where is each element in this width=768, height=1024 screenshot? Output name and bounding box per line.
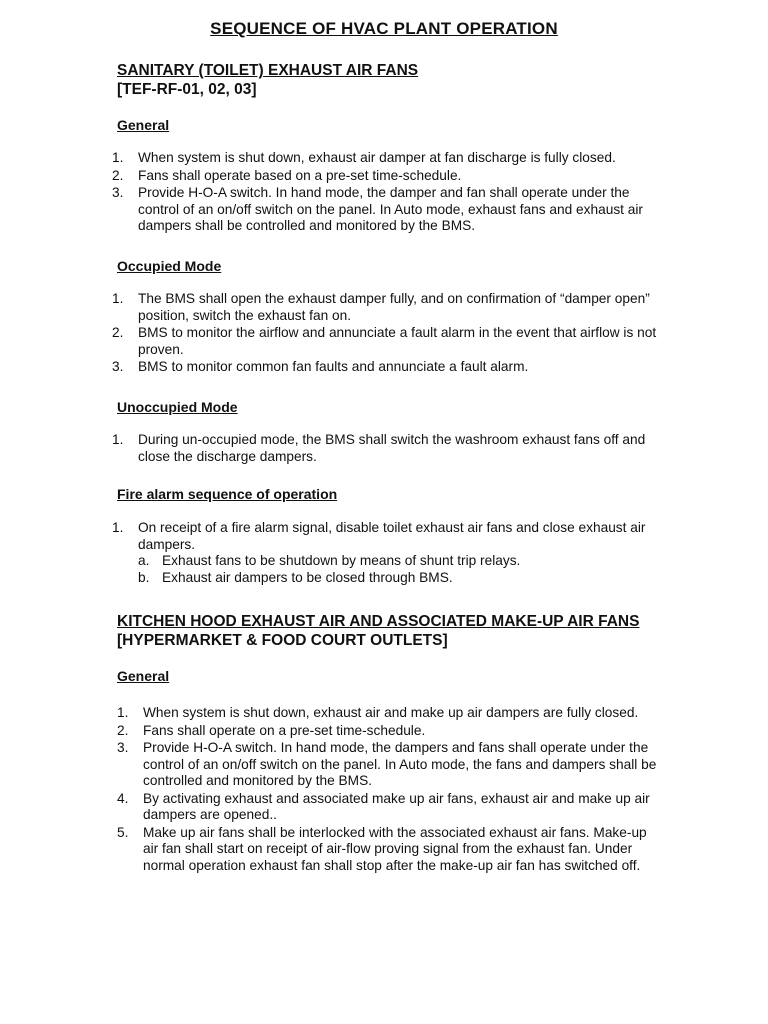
list-general-kitchen: [117, 705, 665, 875]
list-occupied-mode: [112, 291, 672, 377]
list-item: 1. On receipt of a fire alarm signal, disable toilet exhaust air fans and close exhaust air dampers. a. Exhaust fans to be shutdown by means of shunt trip relays. b. Exhaust air dampers to be closed through BMS.: [112, 520, 672, 586]
section-title-toilet-exhaust: [117, 61, 418, 99]
section-title-line2: [TEF-RF-01, 02, 03]: [117, 81, 257, 98]
list-item: 1. When system is shut down, exhaust air and make up air dampers are fully closed.: [117, 705, 639, 720]
subheading-fire-alarm: Fire alarm sequence of operation: [117, 486, 338, 502]
subheading-general: General: [117, 668, 170, 684]
list-item: 5. Make up air fans shall be interlocked with the associated exhaust air fans. Make-up air fan shall start on receipt of air-flow proving signal from the exhaust fan. Under normal operation exhaust fan shall stop after the make-up air fan has switched off.: [117, 824, 647, 873]
sublist-fire-alarm: [112, 553, 672, 586]
sublist-item: a. Exhaust fans to be shutdown by means of shunt trip relays.: [138, 553, 521, 568]
list-item: 2. BMS to monitor the airflow and annunciate a fault alarm in the event that airflow is not proven.: [112, 325, 657, 357]
subheading-general: General: [117, 117, 170, 133]
list-item: 3. Provide H-O-A switch. In hand mode, the dampers and fans shall operate under the control of an on/off switch on the panel. In Auto mode, the fans and dampers shall be controlled and monitored by the BMS.: [117, 740, 657, 788]
section-title-line1: SANITARY (TOILET) EXHAUST AIR FANS: [117, 62, 419, 79]
section-title-line2: [HYPERMARKET & FOOD COURT OUTLETS]: [117, 632, 448, 649]
list-item: 3. BMS to monitor common fan faults and annunciate a fault alarm.: [112, 359, 529, 374]
page-title: SEQUENCE OF HVAC PLANT OPERATION: [210, 19, 558, 38]
list-item: 1. When system is shut down, exhaust air damper at fan discharge is fully closed.: [112, 150, 616, 165]
list-item: 2. Fans shall operate on a pre-set time-schedule.: [117, 722, 426, 738]
section-title-kitchen-hood: [117, 612, 639, 650]
subheading-unoccupied-mode: Unoccupied Mode: [117, 399, 238, 415]
list-item: 1. The BMS shall open the exhaust damper fully, and on confirmation of “damper open” position, switch the exhaust fan on.: [112, 291, 650, 323]
list-item: 1. During un-occupied mode, the BMS shall switch the washroom exhaust fans off and close the discharge dampers.: [112, 432, 646, 464]
list-fire-alarm: [112, 520, 672, 587]
list-item: 2. Fans shall operate based on a pre-set time-schedule.: [112, 167, 462, 183]
list-item: 3. Provide H-O-A switch. In hand mode, the damper and fan shall operate under the control of an on/off switch on the panel. In Auto mode, exhaust fans and exhaust air dampers shall be controlled and monitored by the BMS.: [112, 185, 643, 233]
subheading-occupied-mode: Occupied Mode: [117, 258, 222, 274]
sublist-item: b. Exhaust air dampers to be closed through BMS.: [138, 569, 453, 585]
list-item: 4. By activating exhaust and associated make up air fans, exhaust air and make up air dampers are opened..: [117, 790, 650, 822]
section-title-line1: KITCHEN HOOD EXHAUST AIR AND ASSOCIATED MAKE-UP AIR FANS: [117, 613, 640, 630]
list-general-toilet: [112, 150, 672, 236]
list-unoccupied-mode: [112, 432, 672, 466]
